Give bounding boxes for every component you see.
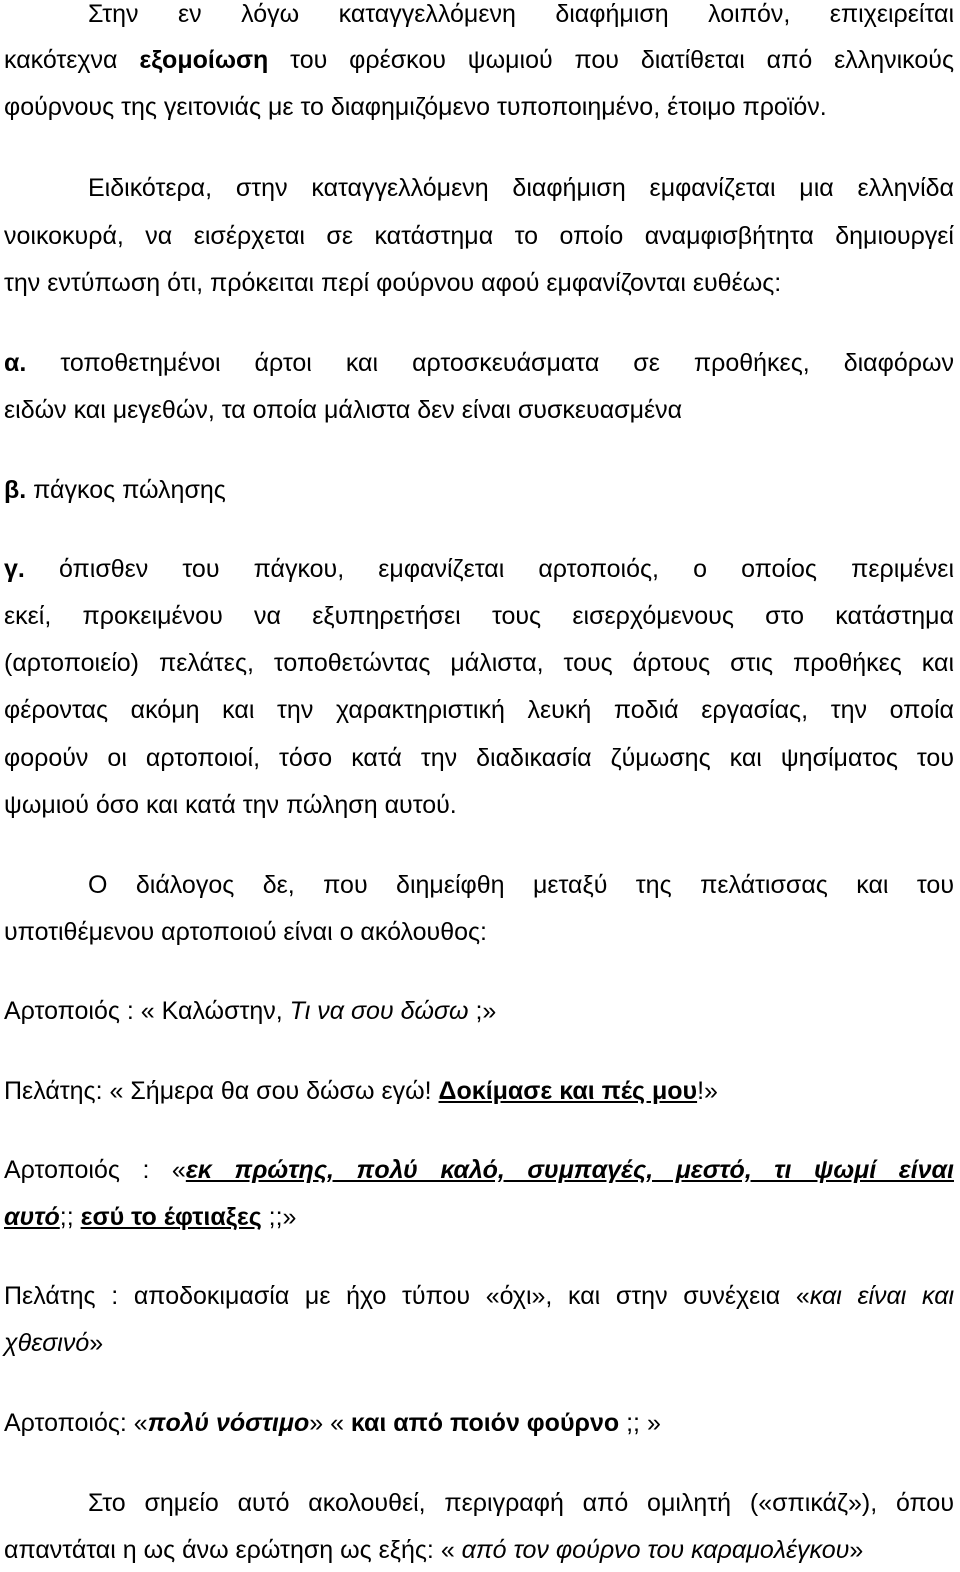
text-run: » [89,1329,104,1357]
text-run: Στην εν λόγω καταγγελλόμενη διαφήμιση λοιπόν, επιχειρείται [88,0,954,28]
text-run: Πελάτης : αποδοκιμασία με ήχο τύπου «όχι», και στην συνέχεια « [4,1282,810,1310]
paragraph-line [4,692,954,728]
paragraph-line [4,265,954,301]
paragraph-line [4,1532,954,1568]
bold-text: και από ποιόν φούρνο [350,1409,620,1437]
list-item-c [4,551,954,587]
bold-italic-underlined-text: εκ πρώτης, πολύ καλό, συμπαγές, μεστό, τι ψωμί είναι [185,1156,954,1184]
text-run: ;;» [261,1203,297,1231]
paragraph-line [4,218,954,254]
paragraph-line [4,787,954,823]
italic-text: χθεσινό [4,1329,90,1357]
paragraph-line [4,42,954,78]
text-run: υποτιθέμενου αρτοποιού είναι ο ακόλουθος: [4,918,488,946]
text-run: ψωμιού όσο και κατά την πώληση αυτού. [4,791,457,819]
text-run: φορούν οι αρτοποιοί, τόσο κατά την διαδικασία ζύμωσης και ψησίματος του [4,744,954,772]
bold-underlined-text: εσύ το έφτιαξες [80,1203,262,1231]
dialogue-line [4,1199,954,1235]
paragraph-line [4,392,954,428]
text-run: ;; [59,1203,81,1231]
text-run: φούρνους της γειτονιάς με το διαφημιζόμενο τυποποιημένο, έτοιμο προϊόν. [4,93,827,121]
paragraph-line [4,914,954,950]
text-run: Ο διάλογος δε, που διημείφθη μεταξύ της πελάτισσας και του [88,871,954,899]
text-run: Αρτοποιός: « [4,1409,148,1437]
text-run: πάγκος πώλησης [26,476,226,504]
dialogue-line [4,993,954,1029]
text-run: φέροντας ακόμη και την χαρακτηριστική λευκή ποδιά εργασίας, την οποία [4,696,954,724]
text-run: εκεί, προκειμένου να εξυπηρετήσει τους εισερχόμενους στο κατάστημα [4,602,954,630]
text-run: » [849,1536,864,1564]
list-item-b [4,472,954,508]
bold-italic-text: πολύ νόστιμο [147,1409,310,1437]
text-run: » « [309,1409,351,1437]
paragraph-line [4,1485,954,1521]
text-run: (αρτοποιείο) πελάτες, τοποθετώντας μάλιστα, τους άρτους στις προθήκες και [4,649,954,677]
list-marker: α. [4,349,27,377]
text-run: Πελάτης: « Σήμερα θα σου δώσω εγώ! [4,1077,439,1105]
text-run: όπισθεν του πάγκου, εμφανίζεται αρτοποιός, ο οποίος περιμένει [24,555,954,583]
dialogue-line [4,1073,954,1109]
text-run: Στο σημείο αυτό ακολουθεί, περιγραφή από ομιλητή («σπικάζ»), όπου [88,1489,954,1517]
bold-underlined-text: Δοκίμασε και πές μου [438,1077,698,1105]
text-run: κακότεχνα [4,46,140,74]
text-run: απαντάται η ως άνω ερώτηση ως εξής: « [4,1536,462,1564]
dialogue-line [4,1325,954,1361]
list-marker: γ. [4,555,25,583]
text-run: ;» [468,997,497,1025]
dialogue-line [4,1405,954,1441]
paragraph-line [4,170,954,206]
paragraph-line [4,89,954,125]
paragraph-line [4,740,954,776]
italic-text: και είναι και [809,1282,954,1310]
italic-text: Τι να σου δώσω [289,997,469,1025]
list-marker: β. [4,476,27,504]
paragraph-line [4,0,954,32]
bold-italic-underlined-text: αυτό [4,1203,60,1231]
paragraph-line [4,867,954,903]
text-run: νοικοκυρά, να εισέρχεται σε κατάστημα το οποίο αναμφισβήτητα δημιουργεί [4,222,954,250]
text-run: την εντύπωση ότι, πρόκειται περί φούρνου αφού εμφανίζονται ευθέως: [4,269,782,297]
dialogue-line [4,1152,954,1188]
text-run: Αρτοποιός : « Καλώστην, [4,997,290,1025]
text-run: !» [697,1077,718,1105]
text-run: τοποθετημένοι άρτοι και αρτοσκευάσματα σε προθήκες, διαφόρων [26,349,954,377]
dialogue-line [4,1278,954,1314]
text-run: ;; » [619,1409,661,1437]
bold-text: εξομοίωση [139,46,269,74]
paragraph-line [4,598,954,634]
italic-text: από τον φούρνο του καραμολέγκου [461,1536,850,1564]
text-run: ειδών και μεγεθών, τα οποία μάλιστα δεν είναι συσκευασμένα [4,396,683,424]
text-run: Ειδικότερα, στην καταγγελλόμενη διαφήμιση εμφανίζεται μια ελληνίδα [88,174,954,202]
text-run: του φρέσκου ψωμιού που διατίθεται από ελληνικούς [268,46,954,74]
text-run: Αρτοποιός : « [4,1156,186,1184]
list-item-a [4,345,954,381]
paragraph-line [4,645,954,681]
